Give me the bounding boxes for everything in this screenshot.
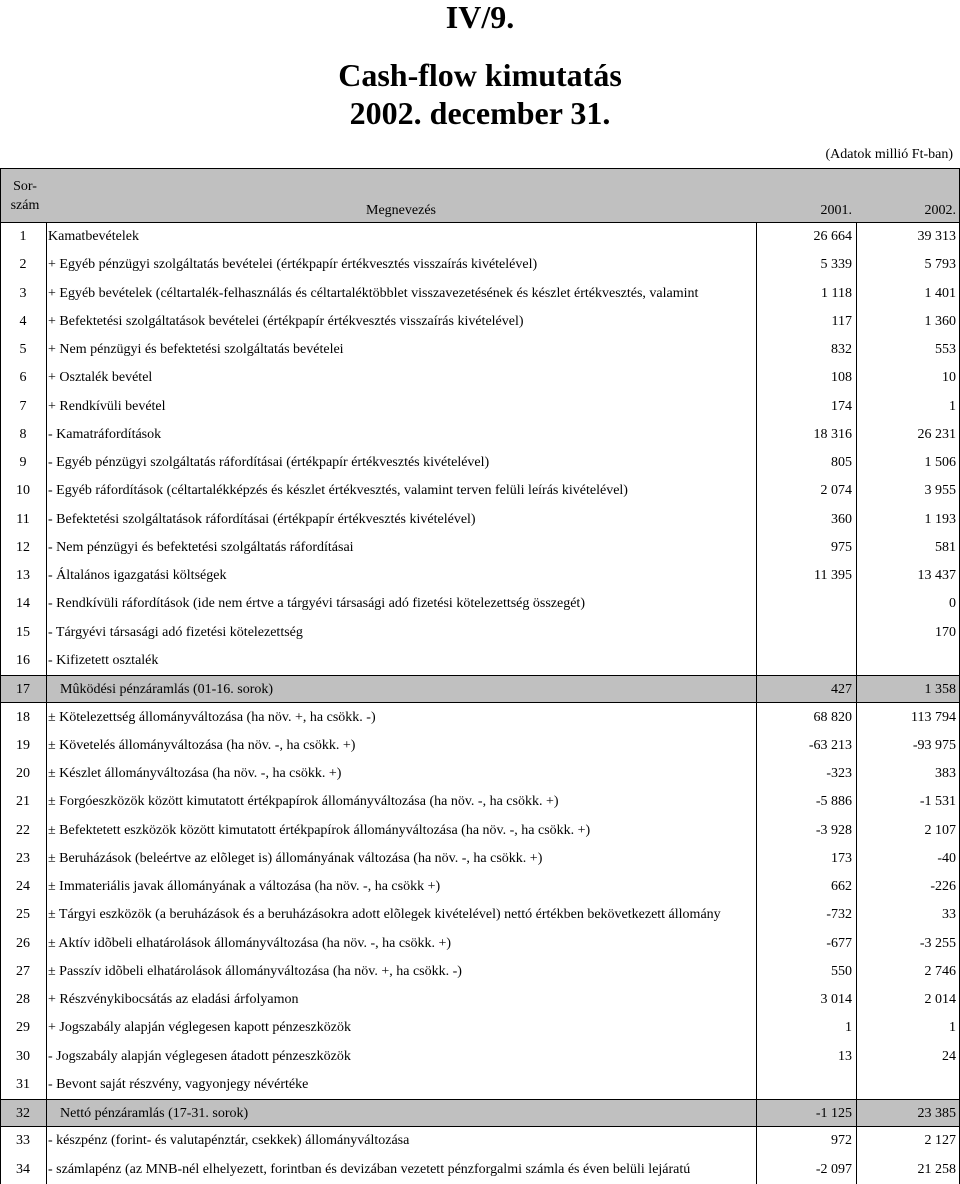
row-name: ± Tárgyi eszközök (a beruházások és a beruházásokra adott elõlegek kivételével) nettó értékben bekövetkezett állomány — [48, 907, 721, 923]
value-2001: -3 928 — [815, 822, 852, 838]
value-2002: -40 — [937, 850, 956, 866]
table-row — [0, 760, 960, 788]
table-row — [0, 477, 960, 505]
value-2002: 2 014 — [924, 992, 956, 1008]
value-2002: -226 — [930, 879, 956, 895]
row-number: 9 — [19, 455, 27, 471]
row-name: + Egyéb pénzügyi szolgáltatás bevételei (értékpapír értékvesztés visszaírás kivételével) — [48, 257, 538, 273]
row-name: + Osztalék bevétel — [48, 370, 153, 386]
grid-line — [756, 223, 757, 1184]
row-number: 11 — [16, 511, 30, 527]
grid-line — [856, 223, 857, 1184]
row-number: 30 — [16, 1048, 30, 1064]
table-row — [0, 308, 960, 336]
value-2002: 0 — [949, 596, 956, 612]
row-name: - Rendkívüli ráfordítások (ide nem értve a tárgyévi társasági adó fizetési kötelezettség összegét) — [48, 596, 585, 612]
table-row — [0, 590, 960, 618]
row-number: 3 — [19, 285, 27, 301]
value-2001: 5 339 — [820, 257, 852, 273]
row-name: - Egyéb ráfordítások (céltartalékképzés és készlet értékvesztés, valamint terven felüli leírás kivételével) — [48, 483, 628, 499]
value-2002: 2 746 — [924, 963, 956, 979]
row-number: 29 — [16, 1020, 30, 1036]
value-2001: 1 — [845, 1020, 852, 1036]
row-name: - Befektetési szolgáltatások ráfordításai (értékpapír értékvesztés kivételével) — [48, 511, 476, 527]
table-row — [0, 647, 960, 675]
value-2001: 173 — [831, 850, 852, 866]
row-name: ± Beruházások (beleértve az elõleget is) állományának változása (ha növ. -, ha csökk. +) — [48, 850, 543, 866]
table-row — [0, 619, 960, 647]
value-2001: 3 014 — [820, 992, 852, 1008]
cash-flow-table — [0, 168, 960, 1184]
grid-line — [46, 223, 47, 1184]
row-name: + Részvénykibocsátás az eladási árfolyamon — [48, 992, 299, 1008]
row-number: 1 — [19, 229, 27, 244]
row-name: ± Készlet állományváltozása (ha növ. -, ha csökk. +) — [48, 766, 342, 782]
value-2001: 975 — [831, 539, 852, 555]
value-2001: 2 074 — [820, 483, 852, 499]
row-number: 13 — [16, 568, 30, 584]
value-2002: 24 — [942, 1048, 956, 1064]
table-row — [0, 364, 960, 392]
value-2001: -323 — [826, 766, 852, 782]
row-name: Nettó pénzáramlás (17-31. sorok) — [60, 1106, 249, 1122]
row-number: 21 — [16, 794, 30, 810]
table-row — [0, 393, 960, 421]
table-row — [0, 506, 960, 534]
value-2002: 1 360 — [924, 313, 956, 329]
value-2002: 113 794 — [911, 709, 956, 725]
value-2002: 1 193 — [924, 511, 956, 527]
table-row — [0, 704, 960, 732]
page-number: IV/9. — [445, 0, 515, 35]
row-name: Kamatbevételek — [48, 229, 139, 244]
row-number: 7 — [19, 398, 27, 414]
table-row — [0, 732, 960, 760]
table-row — [0, 223, 960, 251]
value-2001: 972 — [831, 1133, 852, 1149]
row-name: ± Passzív idõbeli elhatárolások állományváltozása (ha növ. +, ha csökk. -) — [48, 963, 462, 979]
value-2002: 170 — [935, 624, 956, 640]
value-2001: 26 664 — [813, 229, 852, 244]
row-name: + Egyéb bevételek (céltartalék-felhasználás és céltartaléktöbblet visszavezetésének és készlet értékvesztés, valamint — [48, 285, 699, 301]
header-name: Megnevezés — [366, 203, 436, 218]
row-name: - számlapénz (az MNB-nél elhelyezett, forintban és devizában vezetett pénzforgalmi számla és éven belüli lejáratú — [48, 1161, 691, 1177]
row-number: 31 — [16, 1076, 30, 1092]
row-name: ± Követelés állományváltozása (ha növ. -, ha csökk. +) — [48, 737, 356, 753]
table-row — [0, 873, 960, 901]
value-2001: -677 — [826, 935, 852, 951]
header-row-number — [4, 177, 46, 215]
value-2001: 117 — [831, 313, 852, 329]
row-number: 10 — [16, 483, 30, 499]
header-year-2001: 2001. — [820, 203, 852, 218]
header-row-number-line1: Sor- — [13, 179, 37, 194]
row-name: - Tárgyévi társasági adó fizetési kötelezettség — [48, 624, 303, 640]
value-2002: 1 358 — [924, 682, 956, 698]
table-row — [0, 930, 960, 958]
row-number: 4 — [19, 313, 27, 329]
row-name: ± Forgóeszközök között kimutatott értékpapírok állományváltozása (ha növ. -, ha csökk. +) — [48, 794, 559, 810]
value-2001: 1 118 — [821, 285, 852, 301]
table-row — [0, 562, 960, 590]
row-number: 33 — [16, 1133, 30, 1149]
table-header — [0, 168, 960, 223]
row-name: ± Aktív idõbeli elhatárolások állományváltozása (ha növ. -, ha csökk. +) — [48, 935, 452, 951]
value-2002: 23 385 — [917, 1106, 956, 1122]
row-number: 28 — [16, 992, 30, 1008]
row-name: - Kamatráfordítások — [48, 426, 162, 442]
row-number: 15 — [16, 624, 30, 640]
value-2001: 662 — [831, 879, 852, 895]
value-2001: -2 097 — [815, 1161, 852, 1177]
table-row — [0, 901, 960, 929]
table-row — [0, 1071, 960, 1099]
value-2002: 13 437 — [917, 568, 956, 584]
value-2002: 39 313 — [917, 229, 956, 244]
value-2002: 33 — [942, 907, 956, 923]
table-row — [0, 788, 960, 816]
table-row — [0, 958, 960, 986]
value-2002: 21 258 — [917, 1161, 956, 1177]
row-name: + Befektetési szolgáltatások bevételei (értékpapír értékvesztés visszaírás kivételével) — [48, 313, 524, 329]
row-number: 2 — [19, 257, 27, 273]
value-2002: 10 — [942, 370, 956, 386]
row-number: 27 — [16, 963, 30, 979]
value-2002: 1 — [949, 1020, 956, 1036]
subtotal-row — [0, 675, 960, 703]
table-row — [0, 1127, 960, 1155]
row-name: - Egyéb pénzügyi szolgáltatás ráfordításai (értékpapír értékvesztés kivételével) — [48, 455, 490, 471]
value-2001: 11 395 — [814, 568, 852, 584]
value-2001: -1 125 — [815, 1106, 852, 1122]
row-name: ± Befektetett eszközök között kimutatott értékpapírok állományváltozása (ha növ. -, ha csökk. +) — [48, 822, 591, 838]
table-row — [0, 251, 960, 279]
table-row — [0, 1156, 960, 1184]
row-number: 20 — [16, 766, 30, 782]
header-row-number-line2: szám — [10, 198, 40, 213]
row-number: 18 — [16, 709, 30, 725]
table-row — [0, 1043, 960, 1071]
row-number: 26 — [16, 935, 30, 951]
row-name: - Bevont saját részvény, vagyonjegy névértéke — [48, 1076, 309, 1092]
row-name: + Jogszabály alapján véglegesen kapott pénzeszközök — [48, 1020, 351, 1036]
value-2001: 550 — [831, 963, 852, 979]
value-2002: 1 401 — [924, 285, 956, 301]
value-2001: -63 213 — [808, 737, 852, 753]
value-2001: 805 — [831, 455, 852, 471]
table-row — [0, 1014, 960, 1042]
value-2001: 832 — [831, 342, 852, 358]
row-name: + Rendkívüli bevétel — [48, 398, 166, 414]
row-name: - Kifizetett osztalék — [48, 652, 159, 668]
row-name: - Jogszabály alapján véglegesen átadott pénzeszközök — [48, 1048, 351, 1064]
value-2001: 68 820 — [813, 709, 852, 725]
row-number: 25 — [16, 907, 30, 923]
value-2002: 581 — [935, 539, 956, 555]
subtotal-row — [0, 1099, 960, 1127]
value-2002: 1 506 — [924, 455, 956, 471]
row-number: 19 — [16, 737, 30, 753]
value-2002: 5 793 — [924, 257, 956, 273]
row-name: ± Kötelezettség állományváltozása (ha növ. +, ha csökk. -) — [48, 709, 376, 725]
table-row — [0, 336, 960, 364]
value-2002: 1 — [949, 398, 956, 414]
value-2002: -1 531 — [919, 794, 956, 810]
row-number: 6 — [19, 370, 27, 386]
grid-line — [0, 168, 1, 1184]
value-2001: 360 — [831, 511, 852, 527]
document-title: Cash-flow kimutatás — [338, 57, 622, 93]
row-number: 16 — [16, 652, 30, 668]
value-2001: 108 — [831, 370, 852, 386]
row-name: ± Immateriális javak állományának a változása (ha növ. -, ha csökk +) — [48, 879, 441, 895]
row-number: 34 — [16, 1161, 30, 1177]
row-name: - Általános igazgatási költségek — [48, 568, 227, 584]
value-2001: -732 — [826, 907, 852, 923]
table-row — [0, 845, 960, 873]
header-year-2002: 2002. — [924, 203, 956, 218]
row-number: 14 — [16, 596, 30, 612]
table-row — [0, 986, 960, 1014]
row-name: - Nem pénzügyi és befektetési szolgáltatás ráfordításai — [48, 539, 354, 555]
row-name: - készpénz (forint- és valutapénztár, csekkek) állományváltozása — [48, 1133, 410, 1149]
table-row — [0, 421, 960, 449]
value-2002: 2 107 — [924, 822, 956, 838]
row-name: + Nem pénzügyi és befektetési szolgáltatás bevételei — [48, 342, 344, 358]
row-number: 32 — [16, 1106, 30, 1122]
document-date: 2002. december 31. — [349, 95, 611, 131]
value-2001: -5 886 — [815, 794, 852, 810]
row-number: 24 — [16, 879, 30, 895]
table-row — [0, 449, 960, 477]
table-row — [0, 534, 960, 562]
value-2002: 26 231 — [917, 426, 956, 442]
value-2001: 174 — [831, 398, 852, 414]
row-number: 23 — [16, 850, 30, 866]
table-row — [0, 817, 960, 845]
row-number: 17 — [16, 682, 30, 698]
row-number: 5 — [19, 342, 27, 358]
row-name: Mûködési pénzáramlás (01-16. sorok) — [60, 682, 274, 698]
value-2001: 18 316 — [813, 426, 852, 442]
value-2002: 2 127 — [924, 1133, 956, 1149]
value-2001: 427 — [831, 682, 852, 698]
unit-note: (Adatok millió Ft-ban) — [825, 147, 953, 162]
row-number: 22 — [16, 822, 30, 838]
row-number: 12 — [16, 539, 30, 555]
value-2001: 13 — [838, 1048, 852, 1064]
row-number: 8 — [19, 426, 27, 442]
value-2002: 383 — [935, 766, 956, 782]
value-2002: 3 955 — [924, 483, 956, 499]
value-2002: 553 — [935, 342, 956, 358]
value-2002: -3 255 — [919, 935, 956, 951]
table-row — [0, 280, 960, 308]
value-2002: -93 975 — [912, 737, 956, 753]
